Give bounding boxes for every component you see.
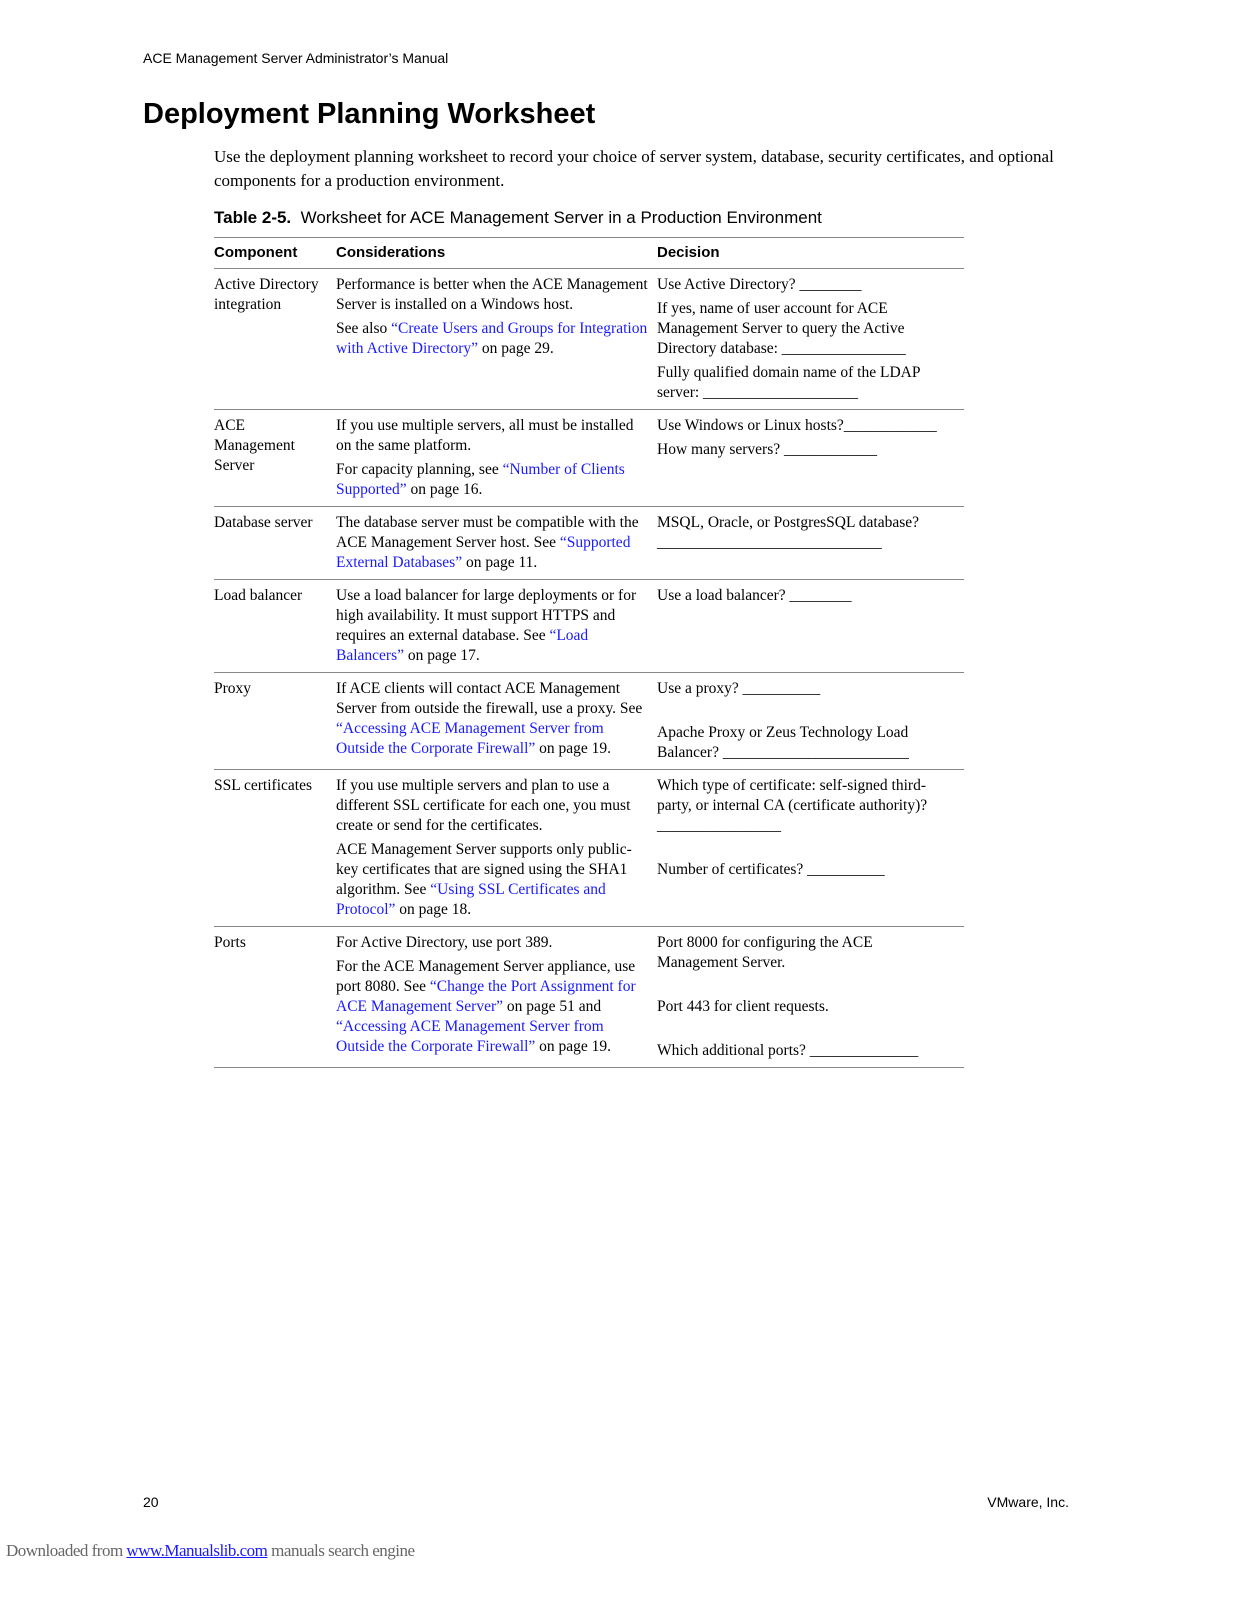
table-caption-text: Worksheet for ACE Management Server in a Production Environment: [300, 208, 822, 227]
decision-cell: [657, 580, 964, 673]
download-suffix: manuals search engine: [271, 1541, 415, 1560]
consideration-text: For Active Directory, use port 389.: [336, 934, 553, 951]
page-number: 20: [143, 1494, 159, 1510]
cross-reference-link[interactable]: “Using SSL Certificates and Protocol”: [336, 881, 606, 918]
decision-prompt: Use Active Directory? ________: [657, 276, 862, 293]
consideration-paragraph: [336, 513, 649, 573]
download-footer: [6, 1541, 415, 1561]
consideration-paragraph: [336, 840, 649, 920]
considerations-cell: [336, 410, 657, 507]
decision-prompt: Which type of certificate: self-signed third-party, or internal CA (certificate authority)? ________________: [657, 777, 928, 834]
consideration-text: If you use multiple servers and plan to use a different SSL certificate for each one, you must create or send for the certificates.: [336, 777, 631, 834]
considerations-cell: [336, 673, 657, 770]
consideration-text: on page 51 and: [503, 998, 602, 1015]
consideration-paragraph: [336, 416, 649, 456]
consideration-text: Performance is better when the ACE Management Server is installed on a Windows host.: [336, 276, 648, 313]
table-row: [214, 507, 964, 580]
component-cell: Active Directory integration: [214, 269, 336, 410]
cross-reference-link[interactable]: “Number of Clients Supported”: [336, 461, 625, 498]
component-cell: SSL certificates: [214, 770, 336, 927]
column-header-considerations: Considerations: [336, 238, 657, 269]
decision-prompt: Use Windows or Linux hosts?____________: [657, 417, 937, 434]
cross-reference-link[interactable]: “Change the Port Assignment for ACE Management Server”: [336, 978, 636, 1015]
consideration-paragraph: [336, 460, 649, 500]
cross-reference-link[interactable]: “Accessing ACE Management Server from Outside the Corporate Firewall”: [336, 720, 604, 757]
consideration-text: For capacity planning, see: [336, 461, 503, 478]
component-cell: ACE Management Server: [214, 410, 336, 507]
consideration-text: on page 18.: [395, 901, 472, 918]
table-row: [214, 927, 964, 1068]
consideration-paragraph: [336, 586, 649, 666]
running-header: ACE Management Server Administrator’s Manual: [143, 50, 449, 66]
intro-paragraph: Use the deployment planning worksheet to record your choice of server system, database, security certificates, and optional components for a production environment.: [214, 147, 1054, 190]
consideration-text: If you use multiple servers, all must be installed on the same platform.: [336, 417, 634, 454]
table-caption-number: Table 2-5.: [214, 208, 292, 227]
consideration-text: on page 11.: [462, 554, 538, 571]
column-header-decision: Decision: [657, 238, 964, 269]
cross-reference-link[interactable]: “Load Balancers”: [336, 627, 589, 664]
table-row: [214, 770, 964, 927]
decision-prompt: Port 8000 for configuring the ACE Management Server.: [657, 934, 873, 971]
component-cell: Database server: [214, 507, 336, 580]
consideration-text: Use a load balancer for large deployments or for high availability. It must support HTTPS and requires an external database. See: [336, 587, 637, 644]
consideration-text: For the ACE Management Server appliance, use port 8080. See: [336, 958, 636, 995]
publisher: VMware, Inc.: [987, 1494, 1069, 1510]
consideration-text: See also: [336, 320, 392, 337]
decision-prompt: Port 443 for client requests.: [657, 998, 829, 1015]
consideration-text: on page 16.: [406, 481, 483, 498]
decision-cell: [657, 673, 964, 770]
decision-prompt: Which additional ports? ______________: [657, 1042, 919, 1059]
decision-cell: [657, 770, 964, 927]
decision-prompt: MSQL, Oracle, or PostgresSQL database? _____________________________: [657, 514, 920, 551]
page-title: Deployment Planning Worksheet: [143, 98, 596, 130]
table-header-row: [214, 238, 964, 269]
decision-cell: [657, 410, 964, 507]
decision-cell: [657, 269, 964, 410]
decision-prompt: Use a load balancer? ________: [657, 587, 852, 604]
component-cell: Ports: [214, 927, 336, 1068]
cross-reference-link[interactable]: “Accessing ACE Management Server from Outside the Corporate Firewall”: [336, 1018, 604, 1055]
consideration-text: on page 19.: [535, 1038, 612, 1055]
decision-prompt: Use a proxy? __________: [657, 680, 821, 697]
cross-reference-link[interactable]: “Supported External Databases”: [336, 534, 631, 571]
decision-cell: [657, 507, 964, 580]
decision-prompt: Apache Proxy or Zeus Technology Load Balancer? ________________________: [657, 724, 909, 761]
worksheet-table: [214, 237, 964, 1068]
consideration-paragraph: [336, 957, 649, 1057]
cross-reference-link[interactable]: “Create Users and Groups for Integration with Active Directory”: [336, 320, 648, 357]
decision-prompt: Fully qualified domain name of the LDAP server: ____________________: [657, 364, 920, 401]
considerations-cell: [336, 927, 657, 1068]
consideration-text: ACE Management Server supports only public-key certificates that are signed using the SHA1 algorithm. See: [336, 841, 632, 898]
considerations-cell: [336, 507, 657, 580]
column-header-component: Component: [214, 238, 336, 269]
consideration-paragraph: [336, 679, 649, 759]
considerations-cell: [336, 269, 657, 410]
download-prefix: Downloaded from: [6, 1541, 123, 1560]
decision-cell: [657, 927, 964, 1068]
consideration-paragraph: [336, 776, 649, 836]
table-caption: [214, 208, 822, 228]
consideration-text: on page 17.: [404, 647, 480, 664]
consideration-paragraph: [336, 275, 649, 315]
component-cell: Proxy: [214, 673, 336, 770]
decision-prompt: Number of certificates? __________: [657, 861, 885, 878]
consideration-paragraph: [336, 319, 649, 359]
consideration-text: If ACE clients will contact ACE Management Server from outside the firewall, use a proxy. See: [336, 680, 643, 717]
table-row: [214, 673, 964, 770]
consideration-paragraph: [336, 933, 649, 953]
decision-prompt: If yes, name of user account for ACE Management Server to query the Active Directory database: ________________: [657, 300, 906, 357]
considerations-cell: [336, 770, 657, 927]
table-row: [214, 269, 964, 410]
table-body: [214, 269, 964, 1068]
consideration-text: on page 19.: [535, 740, 612, 757]
considerations-cell: [336, 580, 657, 673]
consideration-text: The database server must be compatible with the ACE Management Server host. See: [336, 514, 639, 551]
table-row: [214, 580, 964, 673]
manualslib-link[interactable]: www.Manualslib.com: [126, 1541, 268, 1560]
decision-prompt: How many servers? ____________: [657, 441, 877, 458]
consideration-text: on page 29.: [478, 340, 554, 357]
table-row: [214, 410, 964, 507]
component-cell: Load balancer: [214, 580, 336, 673]
